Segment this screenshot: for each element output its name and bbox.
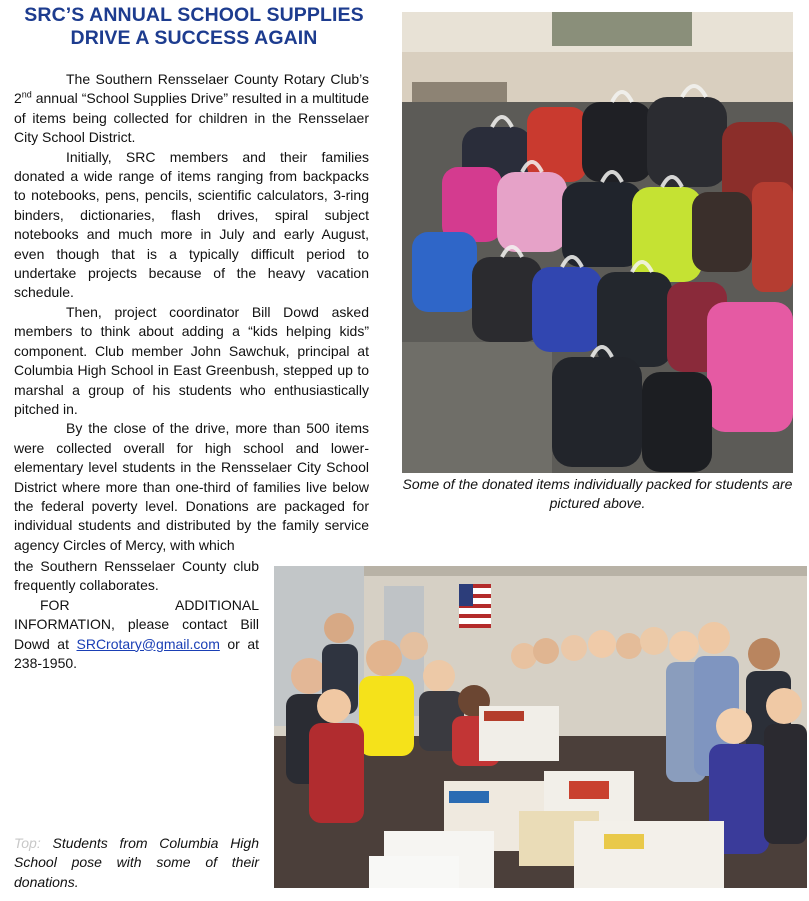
article-body [14,70,369,555]
headline-line-1: SRC’S ANNUAL SCHOOL SUPPLIES [24,4,364,26]
caption-ghost-label: Top: [14,835,41,851]
ordinal-suffix: nd [21,89,32,100]
paragraph-4: By the close of the drive, more than 500 items were collected overall for high school and lower-elementary level students in the Rensselaer City School District where more than one-third of families live below the federal poverty level. Donations are packaged for individual students and distributed by the family service agency Circles of Mercy, with which [14,420,369,553]
contact-paragraph [14,596,259,674]
contact-intro: FOR ADDITIONAL INFORMATION, please contact Bill Dowd at [14,596,259,652]
flag [459,584,491,628]
paragraph-1-start: The Southern Rensselaer County Rotary Club’s 2 [14,71,369,107]
backpacks-photo [402,12,793,473]
email-link[interactable]: SRCrotary@gmail.com [76,635,220,652]
paragraph-1-end: annual “School Supplies Drive” resulted in a multitude of items being collected for children in the Rensselaer City School District. [14,90,369,146]
article-headline [8,4,380,50]
backpacks-photo-illustration [402,12,793,473]
headline-line-2: DRIVE A SUCCESS AGAIN [70,27,318,49]
paragraph-4-tail: the Southern Rensselaer County club frequently collaborates. [14,558,259,594]
backpacks-caption: Some of the donated items individually packed for students are pictured above. [402,476,793,511]
article-wrap-block [14,557,259,673]
students-caption-text: Students from Columbia High School pose with some of their donations. [14,835,259,890]
students-photo [274,566,807,888]
paragraph-1 [14,70,369,148]
paragraph-2: Initially, SRC members and their families donated a wide range of items ranging from backpacks to notebooks, pens, pencils, scientific calculators, 3-ring binders, dictionaries, flash drives, spiral subject notebooks and much more in July and early August, even though that is a typically difficult period to undertake projects because of the heavy vacation schedule. [14,148,369,301]
students-caption [14,834,259,892]
students-photo-illustration [274,566,807,888]
contact-phone: or at 238-1950. [14,635,260,672]
paragraph-3: Then, project coordinator Bill Dowd asked members to think about adding a “kids helping kids” component. Club member John Sawchuk, principal at Columbia High School in East Greenbush, stepped up to marshal a group of his students who enthusiastically pitched in. [14,303,369,417]
